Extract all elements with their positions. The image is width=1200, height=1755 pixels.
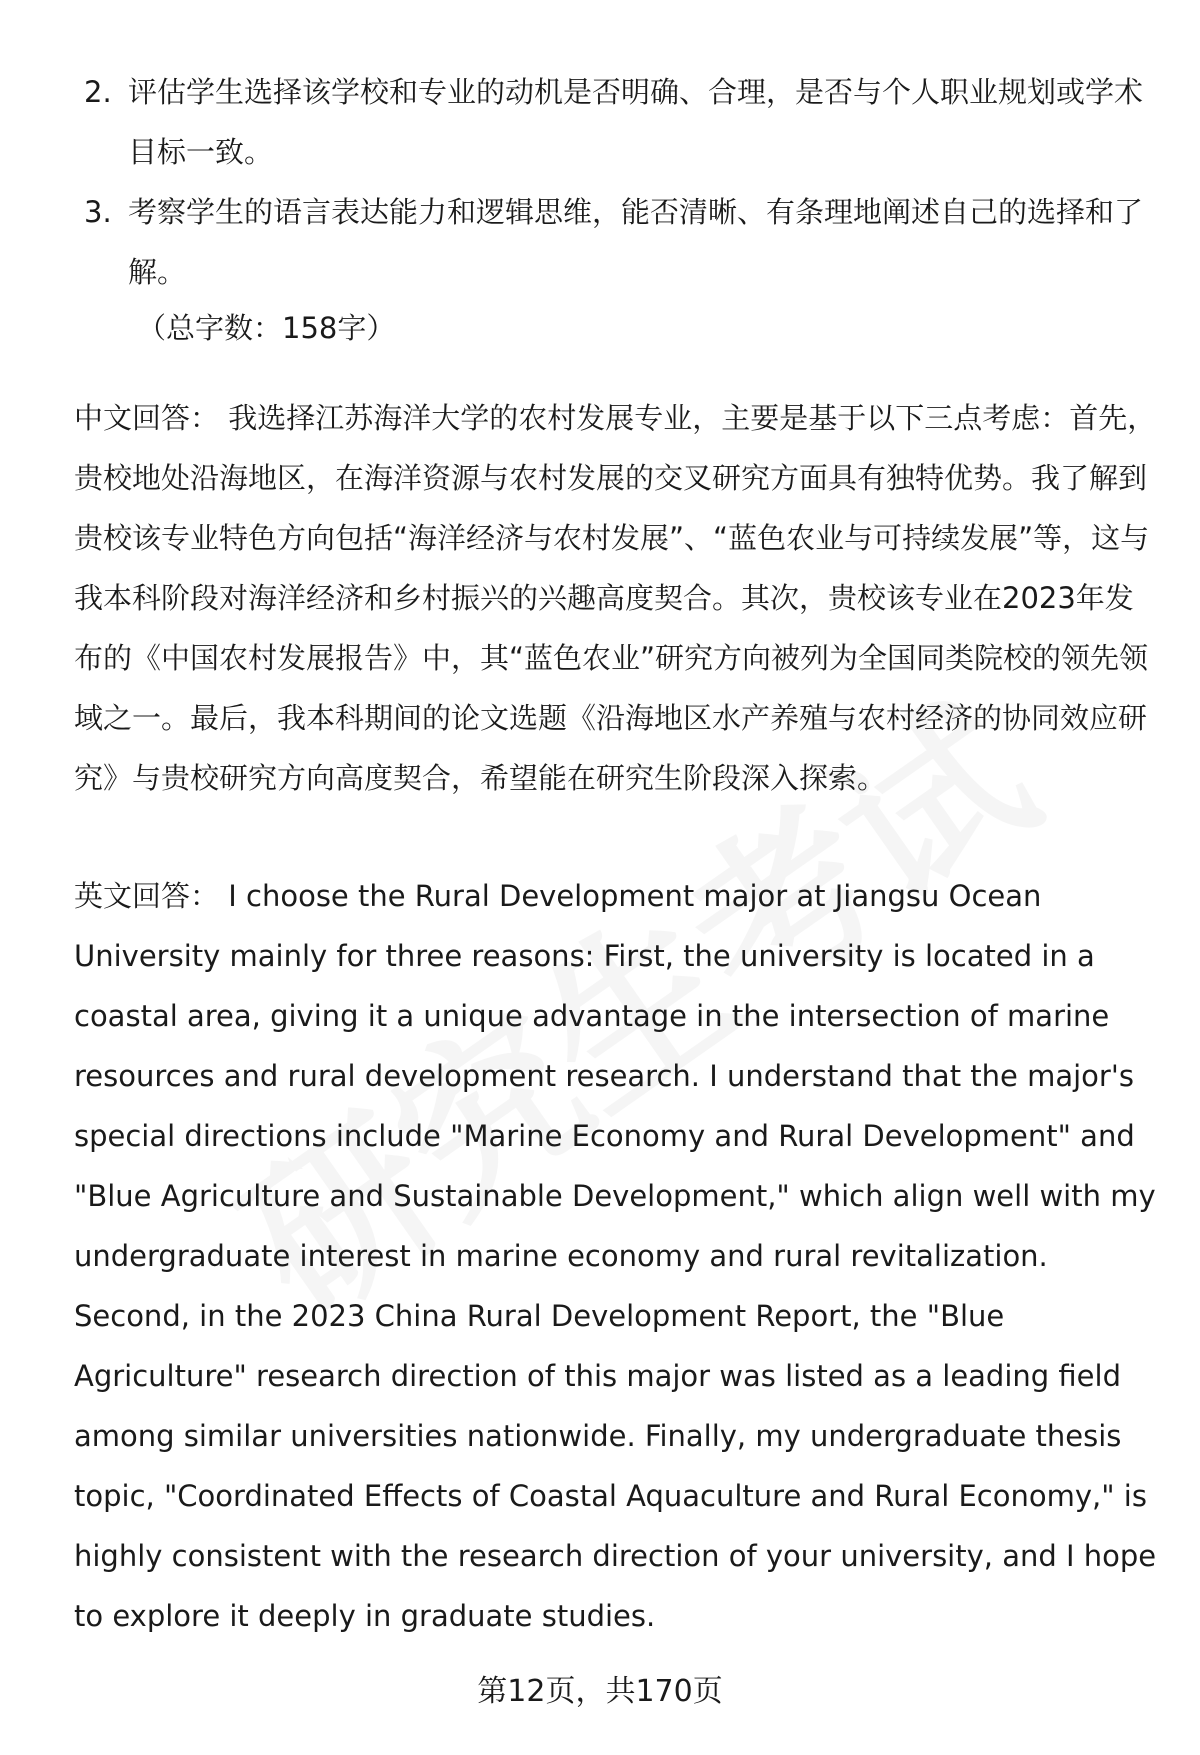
criteria-list	[84, 62, 1154, 302]
page-footer: 第12页，共170页	[477, 1674, 723, 1709]
list-text: 考察学生的语言表达能力和逻辑思维，能否清晰、有条理地阐述自己的选择和了解。	[128, 195, 1144, 289]
list-item	[84, 182, 1154, 302]
chinese-answer	[74, 388, 1159, 808]
list-text: 评估学生选择该学校和专业的动机是否明确、合理，是否与个人职业规划或学术目标一致。	[128, 75, 1144, 169]
english-answer-text: I choose the Rural Development major at Jiangsu Ocean University mainly for three reasons: First, the university is located in a coastal area, giving it a unique advantage in the intersection of marine resources and rural development research. I understand that the major's special directions include "Marine Economy and Rural Development" and "Blue Agriculture and Sustainable Development," which align well with my undergraduate interest in marine economy and rural revitalization. Second, in the 2023 China Rural Development Report, the "Blue Agriculture" research direction of this major was listed as a leading field among similar universities nationwide. Finally, my undergraduate thesis topic, "Coordinated Effects of Coastal Aquaculture and Rural Economy," is highly consistent with the research direction of your university, and I hope to explore it deeply in graduate studies.	[74, 879, 1157, 1633]
chinese-answer-text: 我选择江苏海洋大学的农村发展专业，主要是基于以下三点考虑：首先，贵校地处沿海地区，在海洋资源与农村发展的交叉研究方面具有独特优势。我了解到贵校该专业特色方向包括“海洋经济与农村发展”、“蓝色农业与可持续发展”等，这与我本科阶段对海洋经济和乡村振兴的兴趣高度契合。其次，贵校该专业在2023年发布的《中国农村发展报告》中，其“蓝色农业”研究方向被列为全国同类院校的领先领域之一。最后，我本科期间的论文选题《沿海地区水产养殖与农村经济的协同效应研究》与贵校研究方向高度契合，希望能在研究生阶段深入探索。	[74, 401, 1157, 795]
english-answer-label: 英文回答：	[74, 879, 220, 913]
chinese-answer-label: 中文回答：	[74, 401, 220, 435]
list-item	[84, 62, 1154, 182]
word-count: （总字数：158字）	[137, 311, 396, 345]
list-number: 3.	[84, 195, 112, 229]
list-number: 2.	[84, 75, 112, 109]
english-answer	[74, 866, 1159, 1646]
